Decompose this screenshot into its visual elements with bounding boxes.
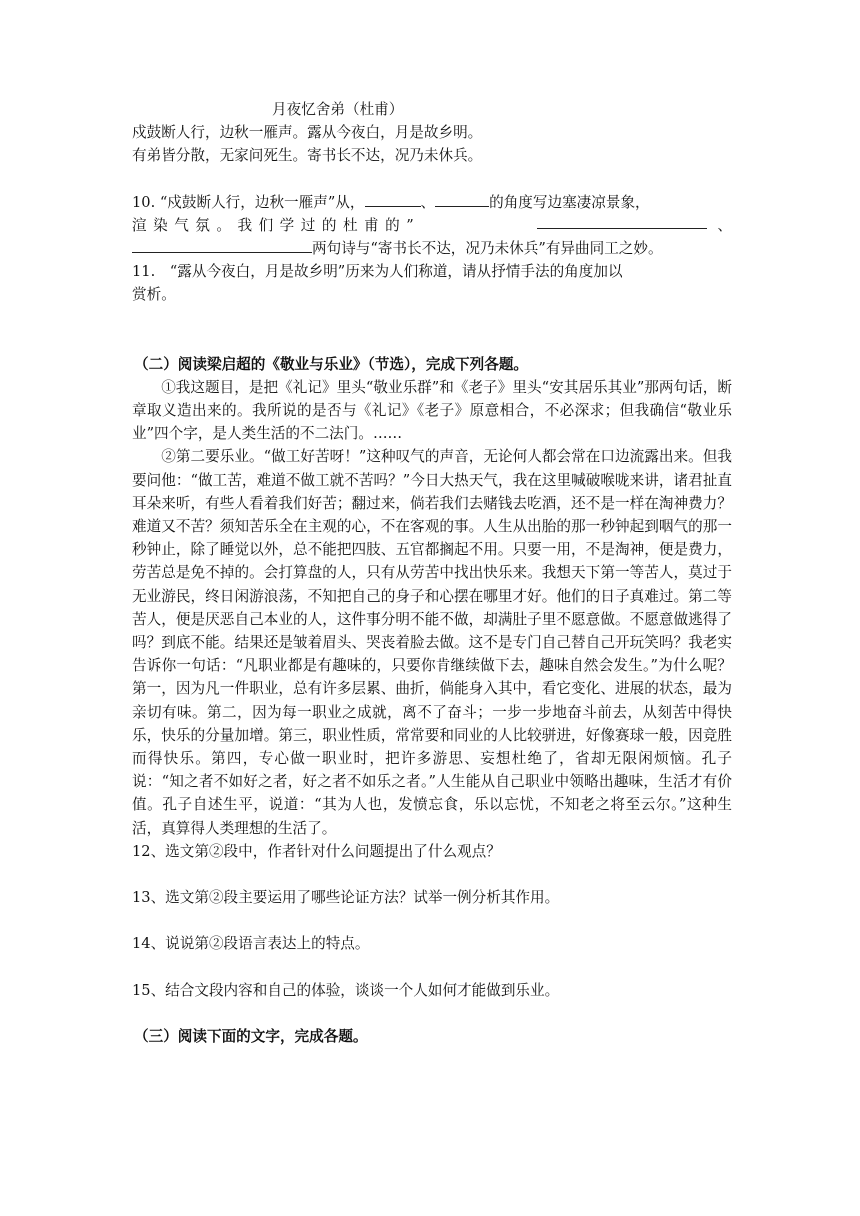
separator: 、	[420, 193, 436, 211]
separator: 、	[717, 216, 732, 234]
question-10-line-1	[132, 191, 732, 214]
poem-line-2: 有弟皆分散，无家问死生。寄书长不达，况乃未休兵。	[132, 147, 483, 165]
answer-blank[interactable]	[132, 238, 312, 253]
question-10-text: 10. “戍鼓断人行，边秋一雁声”从，	[132, 193, 365, 211]
question-10-text: 的角度写边塞凄凉景象，	[489, 193, 650, 211]
question-15: 15、结合文段内容和自己的体验，谈谈一个人如何才能做到乐业。	[132, 981, 560, 999]
question-10-text: 渲染气氛。我们学过的杜甫的”	[132, 216, 421, 234]
document-page	[132, 98, 732, 1048]
section-2-title: （二）阅读梁启超的《敬业与乐业》（节选），完成下列各题。	[134, 355, 529, 373]
poem-line-1: 戍鼓断人行，边秋一雁声。露从今夜白，月是故乡明。	[132, 124, 483, 142]
answer-blank[interactable]	[435, 192, 489, 207]
question-12: 12、选文第②段中，作者针对什么问题提出了什么观点？	[132, 842, 501, 860]
question-13: 13、选文第②段主要运用了哪些论证方法？试举一例分析其作用。	[132, 889, 560, 907]
section-3-title: （三）阅读下面的文字，完成各题。	[134, 1027, 368, 1045]
paragraph-2: ②第二要乐业。“做工好苦呀！”这种叹气的声音，无论何人都会常在口边流露出来。但我要问他：“做工苦，难道不做工就不苦吗？”今日大热天气，我在这里喊破喉咙来讲，诸君扯直耳朵来听，有些人看着我们好苦；翻过来，倘若我们去赌钱去吃酒，还不是一样在淘神费力？难道又不苦？须知苦乐全在主观的心，不在客观的事。人生从出胎的那一秒钟起到咽气的那一秒钟止，除了睡觉以外，总不能把四肢、五官都搁起不用。只要一用，不是淘神，便是费力，劳苦总是免不掉的。会打算盘的人，只有从劳苦中找出快乐来。我想天下第一等苦人，莫过于无业游民，终日闲游浪荡，不知把自己的身子和心摆在哪里才好。他们的日子真难过。第二等苦人，便是厌恶自己本业的人，这件事分明不能不做，却满肚子里不愿意做。不愿意做逃得了吗？到底不能。结果还是皱着眉头、哭丧着脸去做。这不是专门自己替自己开玩笑吗？我老实告诉你一句话：“凡职业都是有趣味的，只要你肯继续做下去，趣味自然会发生。”为什么呢？第一，因为凡一件职业，总有许多层累、曲折，倘能身入其中，看它变化、进展的状态，最为亲切有味。第二，因为每一职业之成就，离不了奋斗；一步一步地奋斗前去，从刻苦中得快乐，快乐的分量加增。第三，职业性质，常常要和同业的人比较骈进，好像赛球一般，因竞胜而得快乐。第四，专心做一职业时，把许多游思、妄想杜绝了，省却无限闲烦恼。孔子说：“知之者不如好之者，好之者不如乐之者。”人生能从自己职业中领略出趣味，生活才有价值。孔子自述生平，说道：“其为人也，发愤忘食，乐以忘忧，不知老之将至云尔。”这种生活，真算得人类理想的生活了。	[132, 448, 732, 837]
question-11-line-1: 11. “露从今夜白，月是故乡明”历来为人们称道，请从抒情手法的角度加以	[132, 263, 623, 281]
question-10-text: 两句诗与“寄书长不达，况乃未休兵”有异曲同工之妙。	[312, 240, 663, 258]
question-11-line-2: 赏析。	[132, 286, 176, 304]
question-14: 14、说说第②段语言表达上的特点。	[132, 935, 370, 953]
question-10-line-3	[132, 237, 732, 260]
question-10-line-2	[132, 214, 732, 237]
paragraph-1: ①我这题目，是把《礼记》里头“敬业乐群”和《老子》里头“安其居乐其业”那两句话，断章取义造出来的。我所说的是否与《礼记》《老子》原意相合，不必深求；但我确信“敬业乐业”四个字，是人类生活的不二法门。……	[132, 378, 732, 443]
answer-blank[interactable]	[537, 214, 707, 229]
poem-title: 月夜忆舍弟（杜甫）	[272, 101, 404, 118]
answer-blank[interactable]	[365, 192, 421, 207]
